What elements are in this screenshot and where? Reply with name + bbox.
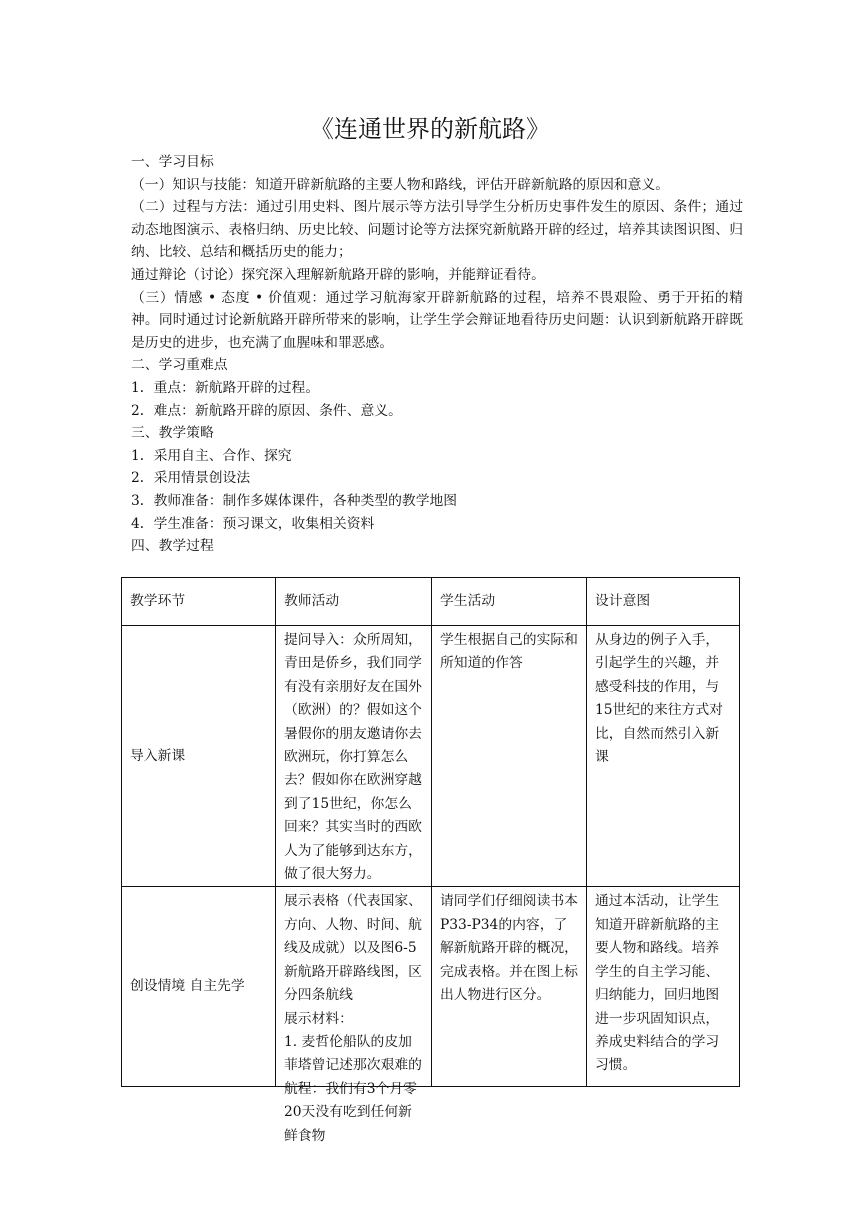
teacher-activity-cell: 提问导入：众所周知，青田是侨乡，我们同学有没有亲朋好友在国外（欧洲）的？假如这个暑假你的朋友邀请你去欧洲玩，你打算怎么去？假如你在欧洲穿越到了15世纪，你怎么回来？其实当时的西欧人为了能够到达东方，做了很大努力。 <box>276 626 432 887</box>
student-activity-cell: 学生根据自己的实际和所知道的作答 <box>432 626 587 887</box>
header-teacher-activity: 教师活动 <box>276 578 432 626</box>
strategy-item: 1．采用自主、合作、探究 <box>131 447 292 464</box>
strategy-item: 2．采用情景创设法 <box>131 470 251 487</box>
teacher-activity-cell <box>276 887 432 1144</box>
student-activity-cell: 请同学们仔细阅读书本P33-P34的内容，了解新航路开辟的概况，完成表格。并在图上标出人物进行区分。 <box>432 887 587 1087</box>
goal-knowledge-skills: （一）知识与技能：知道开辟新航路的主要人物和路线，评估开辟新航路的原因和意义。 <box>131 176 670 193</box>
heading-learning-goals: 一、学习目标 <box>131 154 214 170</box>
header-stage: 教学环节 <box>122 578 276 626</box>
table-row <box>122 887 740 1087</box>
design-intent-cell: 从身边的例子入手，引起学生的兴趣，并感受科技的作用，与15世纪的来往方式对比，自然而然引入新课 <box>587 626 740 887</box>
table-row <box>122 626 740 887</box>
teaching-process-table <box>121 577 740 1144</box>
table-header-row <box>122 578 740 626</box>
heading-process: 四、教学过程 <box>131 538 214 555</box>
difficult-point: 2．难点：新航路开辟的原因、条件、意义。 <box>131 402 402 419</box>
teacher-activity-material: 1. 麦哲伦船队的皮加菲塔曾记述那次艰难的航程：我们有3个月零20天没有吃到任何新鲜食物 <box>284 1033 422 1144</box>
document-body <box>131 151 743 558</box>
header-design-intent: 设计意图 <box>587 578 740 626</box>
document-title: 《连通世界的新航路》 <box>310 115 550 143</box>
strategy-item: 4．学生准备：预习课文，收集相关资料 <box>131 515 375 532</box>
goal-debate: 通过辩论（讨论）探究深入理解新航路开辟的影响，并能辩证看待。 <box>131 266 545 283</box>
teacher-activity-text: 展示表格（代表国家、方向、人物、时间、航线及成就）以及图6-5新航路开辟路线图，区分四条航线 <box>284 893 422 1004</box>
stage-cell: 导入新课 <box>122 626 276 887</box>
heading-strategy: 三、教学策略 <box>131 425 214 442</box>
heading-key-points: 二、学习重难点 <box>131 357 228 374</box>
strategy-item: 3．教师准备：制作多媒体课件，各种类型的教学地图 <box>131 492 458 509</box>
design-intent-cell: 通过本活动，让学生知道开辟新航路的主要人物和路线。培养学生的自主学习能、归纳能力，回归地图进一步巩固知识点，养成史料结合的学习习惯。 <box>587 887 740 1087</box>
header-student-activity: 学生活动 <box>432 578 587 626</box>
goal-emotion-values: （三）情感 • 态度 • 价值观：通过学习航海家开辟新航路的过程，培养不畏艰险、勇于开拓的精神。同时通过讨论新航路开辟所带来的影响，让学生学会辩证地看待历史问题：认识到新航路开辟既是历史的进步，也充满了血腥味和罪恶感。 <box>131 289 743 351</box>
teacher-activity-material-label: 展示材料： <box>284 1010 353 1027</box>
stage-cell: 创设情境 自主先学 <box>122 887 276 1087</box>
teacher-activity-content <box>284 890 423 1144</box>
goal-process-method: （二）过程与方法：通过引用史料、图片展示等方法引导学生分析历史事件发生的原因、条件；通过动态地图演示、表格归纳、历史比较、问题讨论等方法探究新航路开辟的经过，培养其读图识图、归纳、比较、总结和概括历史的能力； <box>131 199 743 261</box>
key-point: 1．重点：新航路开辟的过程。 <box>131 379 320 396</box>
